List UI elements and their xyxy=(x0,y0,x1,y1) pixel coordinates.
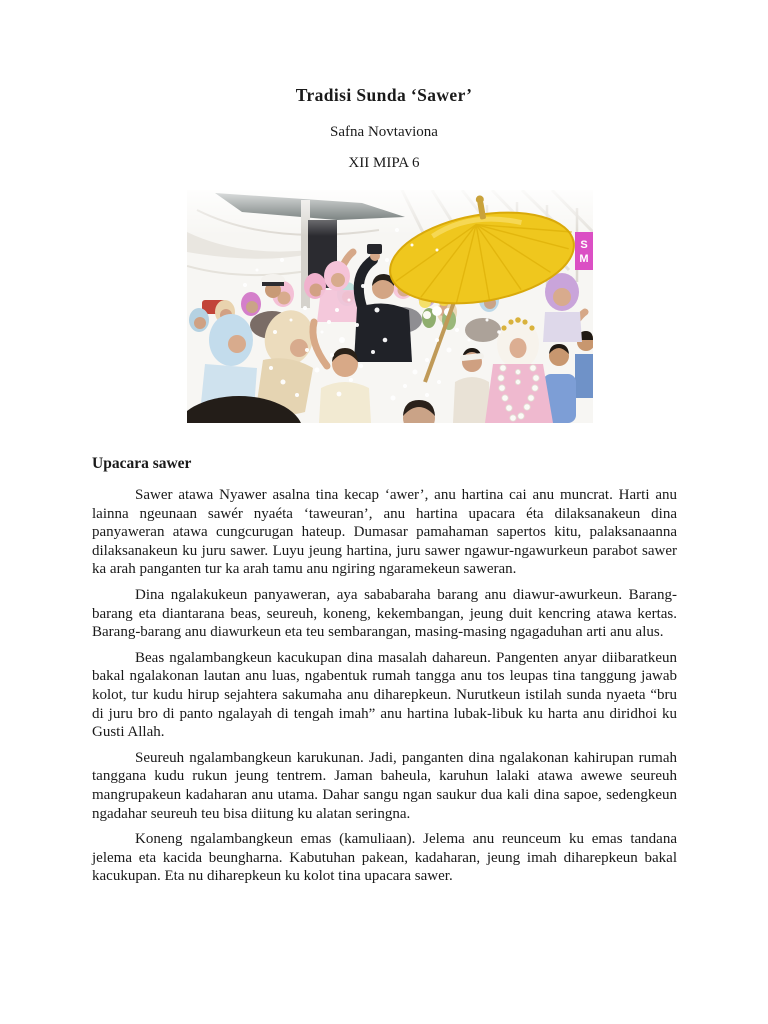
sign-letter-1: S xyxy=(580,239,588,251)
paragraph-5: Koneng ngalambangkeun emas (kamuliaan). Jelema anu reunceum ku emas tandana jelema eta kacida beungharna. Kabutuhan pakean, kadaharan, jeung imah diharepkeun bakal kacukupan. Eta nu diharepkeun ku kolot tina upacara sawer. xyxy=(92,831,677,885)
section-heading: Upacara sawer xyxy=(92,455,192,472)
paragraph-1: Sawer atawa Nyawer asalna tina kecap ‘awer’, anu hartina cai anu muncrat. Harti anu lainna ngeunaan sawér nyaéta ‘taweuran’, anu hartina upacara éta dilaksanakeun dina panyaweran atawa cungcurugan hateup. Dumasar pamahaman sapertos kitu, palaksanaanna dilaksanakeun ku juru sawer. Luyu jeung hartina, juru sawer ngawur-ngawurkeun parabot sawer ka arah panganten tur ka arah tamu anu ngiring ngaramekeun saweran. xyxy=(92,487,677,578)
ceremony-photo xyxy=(187,190,593,423)
paragraph-2: Dina ngalakukeun panyaweran, aya sababaraha barang anu diawur-awurkeun. Barang-barang eta diantarana beas, seureuh, koneng, kekembangan, jeung duit kencring atawa kertas. Barang-barang anu diawurkeun eta teu sembarangan, masing-masing ngagaduhan arti anu alus. xyxy=(92,586,677,641)
paragraph-3: Beas ngalambangkeun kacukupan dina masalah dahareun. Pangenten anyar diibaratkeun bakal ngalakonan lautan anu luas, ngabentuk rumah tangga anu tos leupas tina tanggung jawab kolot, tur kudu hirup sejahtera sakumaha anu diharepkeun. Nurutkeun istilah sunda nyaeta “bru di juru bro di panto ngalayah di tengah imah” anu hartina lubak-libuk ku harta anu diridhoi ku Gusti Allah. xyxy=(92,649,677,741)
article-body xyxy=(92,454,677,886)
paragraph-4: Seureuh ngalambangkeun karukunan. Jadi, panganten dina ngalakonan kahirupan rumah tanggana kudu rukun jeung tentrem. Jaman baheula, karuhun lalaki atawa awewe seureuh mangrupakeun kadaharan anu utama. Dahar sangu ngan saukur dua kali dina sapoe, sedengkeun ngadahar seureuh teu bisa diitung ku alatan seringna. xyxy=(92,749,677,822)
document-class: XII MIPA 6 xyxy=(348,155,420,171)
sign-letter-2: M xyxy=(579,253,589,265)
document-author: Safna Novtaviona xyxy=(330,124,438,140)
venue-sign xyxy=(575,232,593,270)
document-title: Tradisi Sunda ‘Sawer’ xyxy=(295,85,473,105)
